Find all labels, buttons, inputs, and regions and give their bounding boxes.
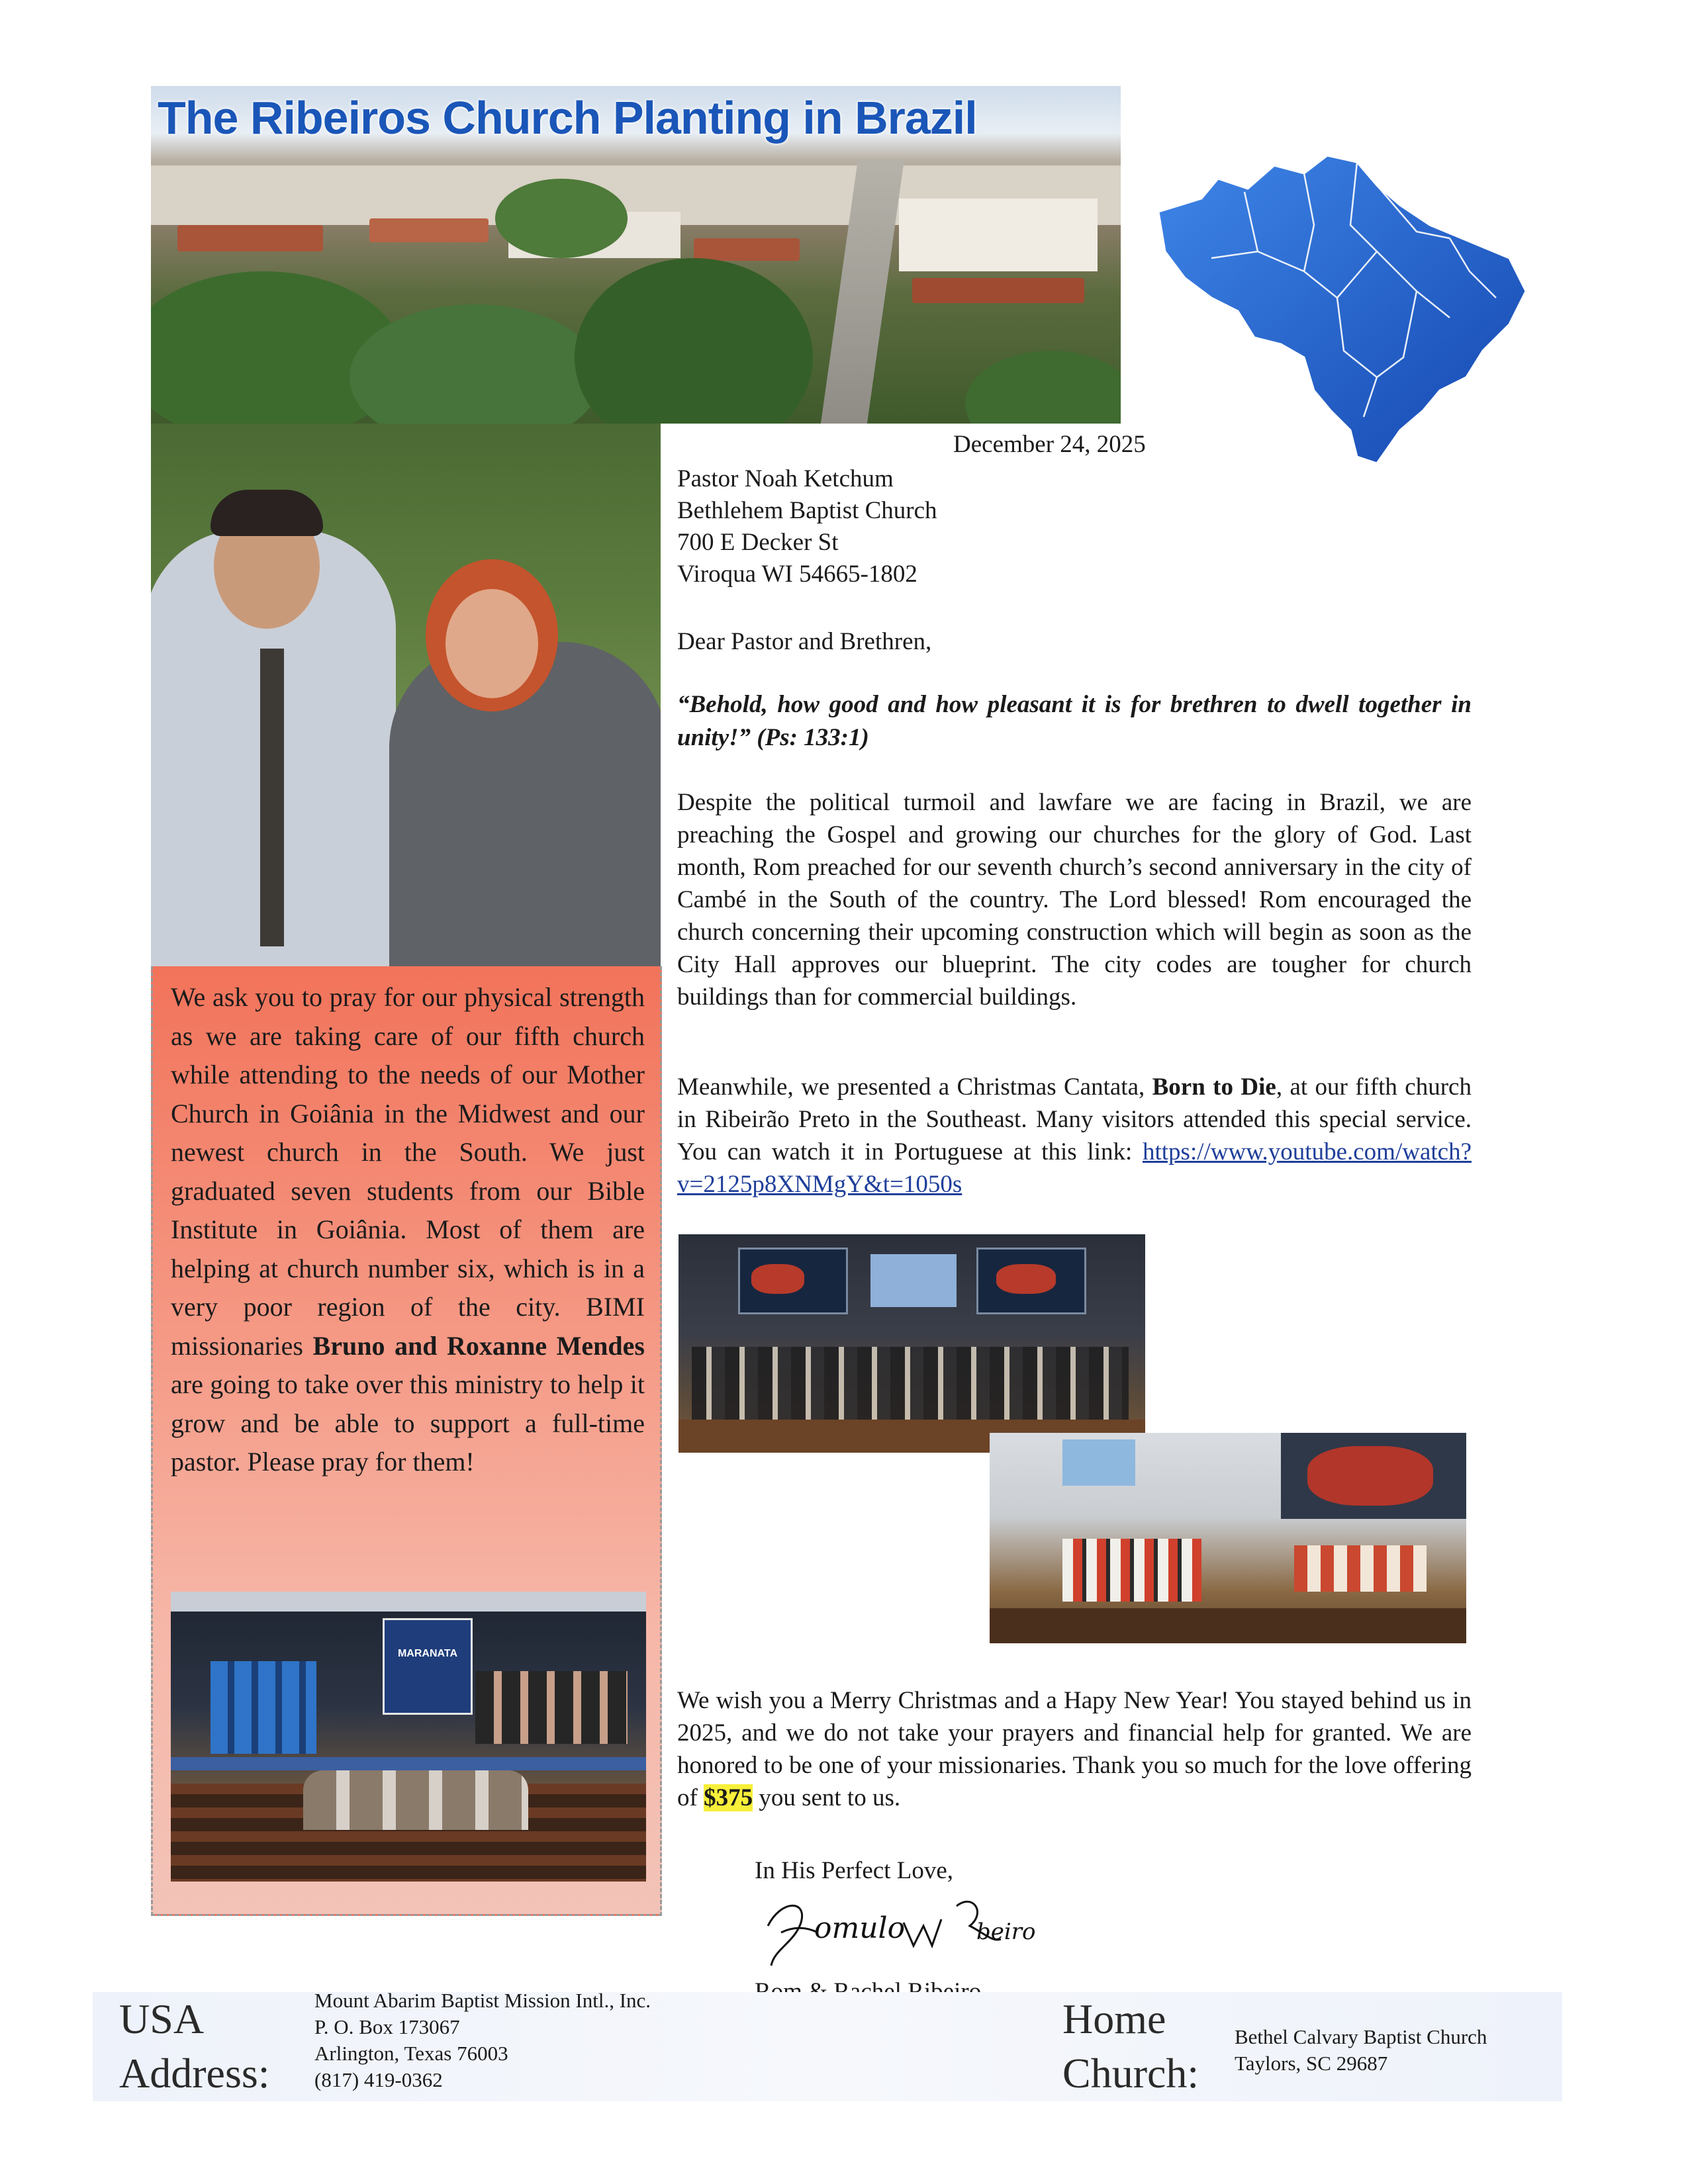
- home-label-line-2: Church:: [1062, 2050, 1199, 2097]
- svg-text:omulo: omulo: [814, 1911, 906, 1945]
- recipient-church: Bethlehem Baptist Church: [677, 497, 937, 524]
- cantata-choir-photo: [679, 1234, 1145, 1453]
- greeting: Dear Pastor and Brethren,: [677, 628, 932, 655]
- mission-name: Mount Abarim Baptist Mission Intl., Inc.: [314, 1989, 651, 2012]
- letter-date: December 24, 2025: [953, 431, 1146, 458]
- mission-po-box: P. O. Box 173067: [314, 2015, 460, 2038]
- usa-address-label: [119, 1992, 270, 2101]
- handwritten-signature: [755, 1886, 1046, 1969]
- bible-verse: “Behold, how good and how pleasant it is for brethren to dwell together in unity!” (Ps: 133:1): [677, 691, 1472, 751]
- missionary-names: Bruno and Roxanne Mendes: [312, 1330, 645, 1361]
- paragraph-2-text-a: Meanwhile, we presented a Christmas Cantata,: [677, 1073, 1152, 1101]
- home-church-label: [1062, 1992, 1199, 2101]
- home-label-line-1: Home: [1062, 1995, 1166, 2042]
- recipient-address: [677, 463, 937, 590]
- recipient-city: Viroqua WI 54665-1802: [677, 561, 917, 588]
- maranata-banner-text: MARANATA: [397, 1648, 458, 1659]
- mission-address: [314, 1987, 651, 2093]
- usa-label-line-1: USA: [119, 1995, 205, 2042]
- recipient-name: Pastor Noah Ketchum: [677, 465, 894, 492]
- paragraph-2-text-b: , at our fifth church in Ribeirão Preto in the Southeast. Many visitors attended this special service. You can watch it in Portuguese at this link:: [677, 1073, 1472, 1165]
- prayer-text-b: are going to take over this ministry to help it grow and be able to support a full-time pastor. Please pray for them!: [171, 1369, 645, 1477]
- closing-salutation: In His Perfect Love,: [755, 1857, 954, 1884]
- offering-amount: $375: [704, 1784, 753, 1811]
- usa-label-line-2: Address:: [119, 2050, 270, 2097]
- svg-text:beiro: beiro: [976, 1919, 1036, 1945]
- missionary-couple-photo: [151, 424, 661, 966]
- recipient-street: 700 E Decker St: [677, 529, 839, 556]
- letter-paragraph-3: [677, 1684, 1472, 1814]
- youtube-link[interactable]: https://www.youtube.com/watch?v=2125p8XNMgY&t=1050s: [677, 1138, 1472, 1198]
- brazil-map-icon: [1139, 99, 1536, 483]
- page-title: The Ribeiros Church Planting in Brazil: [158, 92, 977, 144]
- mission-phone: (817) 419-0362: [314, 2068, 443, 2091]
- home-church-name: Bethel Calvary Baptist Church: [1235, 2025, 1487, 2048]
- home-church-address: [1235, 2024, 1487, 2077]
- paragraph-3-text-a: We wish you a Merry Christmas and a Hapy New Year! You stayed behind us in 2025, and we do not take your prayers and financial help for granted. We are honored to be one of your missionaries. Thank you so much for the love offering of: [677, 1687, 1472, 1811]
- paragraph-3-text-b: you sent to us.: [753, 1784, 901, 1811]
- graduation-service-photo: [171, 1592, 646, 1882]
- home-church-city: Taylors, SC 29687: [1235, 2052, 1388, 2075]
- prayer-request-text: [171, 978, 645, 1482]
- letter-paragraph-1: Despite the political turmoil and lawfare we are facing in Brazil, we are preaching the Gospel and growing our churches for the glory of God. Last month, Rom preached for our seventh church’s second anniversary in the city of Cambé in the South of the country. The Lord blessed! Rom encouraged the church concerning their upcoming construction which will begin as soon as the City Hall approves our blueprint. The city codes are tougher for church buildings than for commercial buildings.: [677, 789, 1472, 1011]
- cantata-children-photo: [990, 1433, 1466, 1643]
- cantata-title: Born to Die: [1152, 1073, 1276, 1101]
- prayer-text-a: We ask you to pray for our physical strength as we are taking care of our fifth church while attending to the needs of our Mother Church in Goiânia in the Midwest and our newest church in the South. We just graduated seven students from our Bible Institute in Goiânia. Most of them are helping at church number six, which is in a very poor region of the city. BIMI missionaries: [171, 982, 645, 1361]
- letter-paragraph-2: [677, 1071, 1472, 1201]
- mission-city: Arlington, Texas 76003: [314, 2042, 508, 2065]
